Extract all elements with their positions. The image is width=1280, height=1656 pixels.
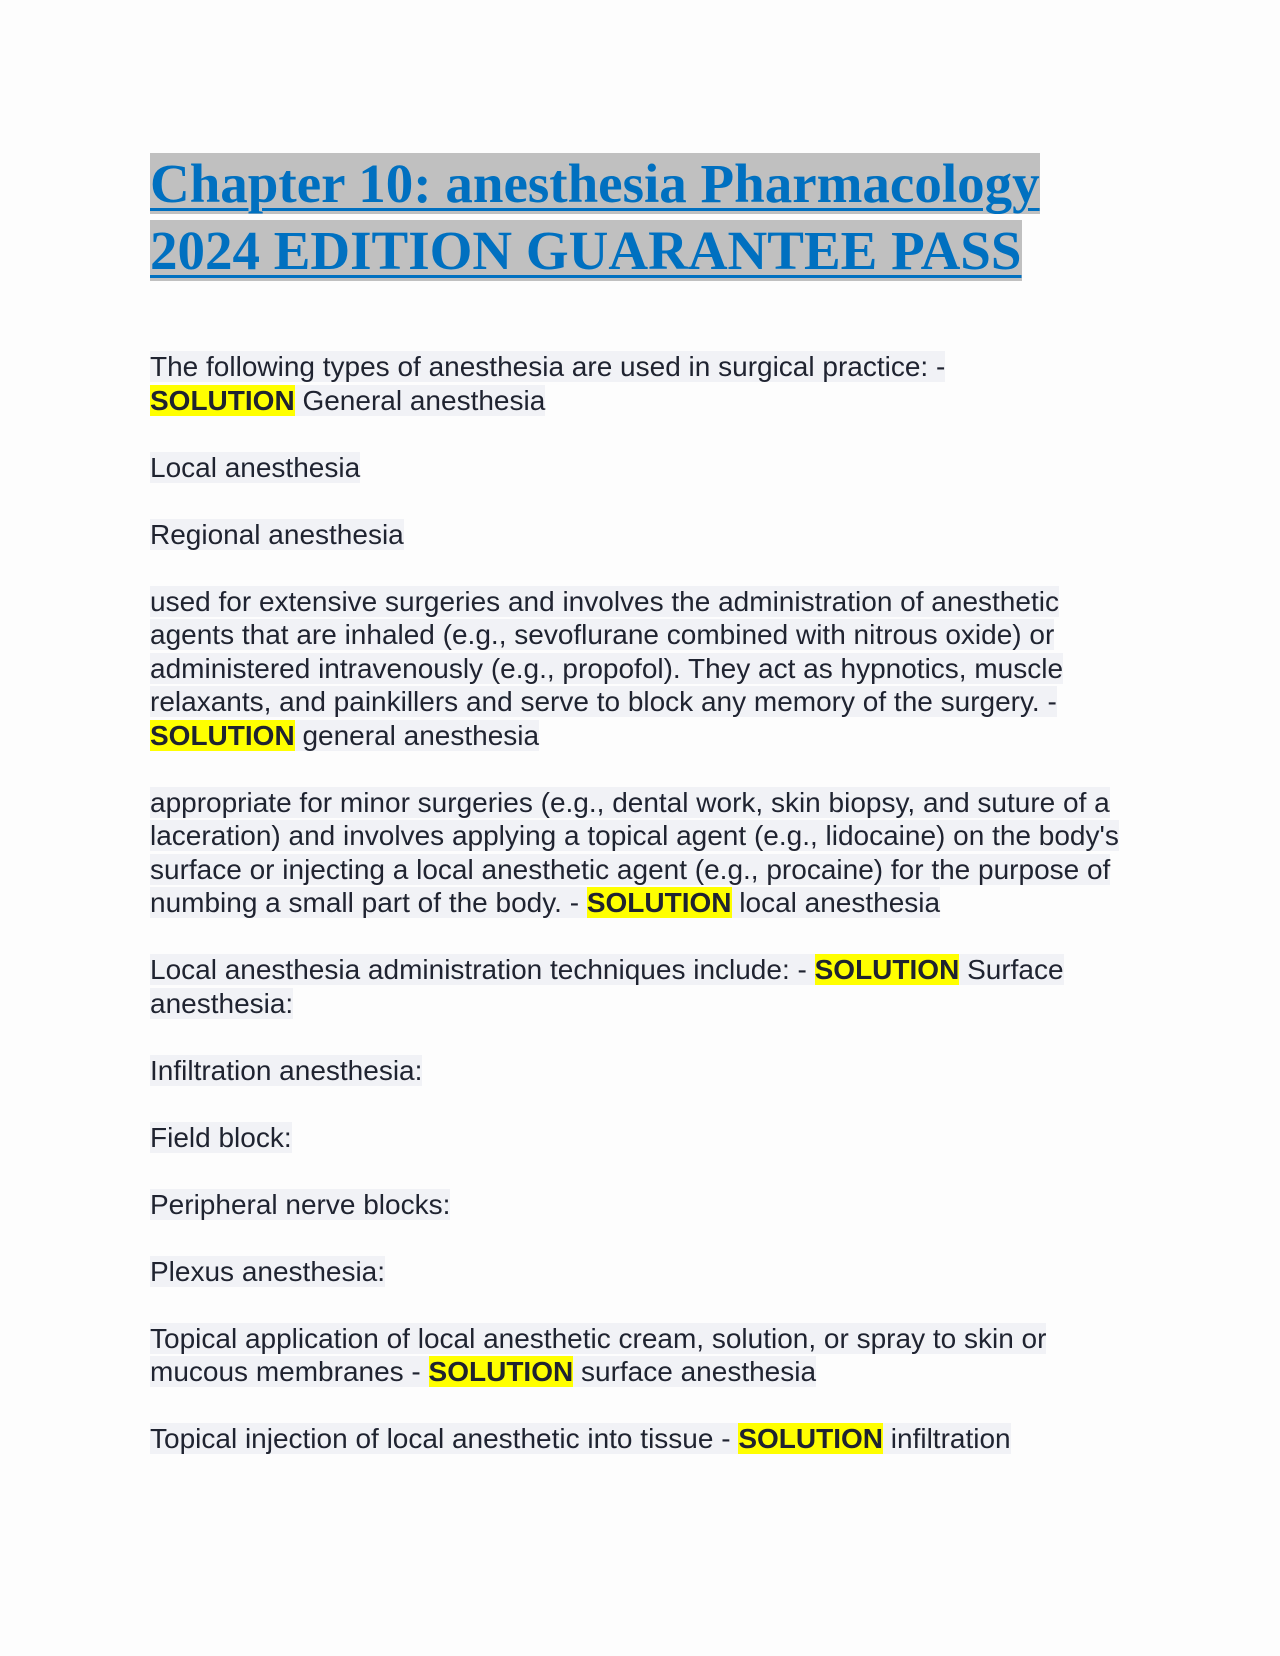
list-item — [150, 451, 1140, 485]
question-text: used for extensive surgeries and involves the administration of anesthetic agents that are inhaled (e.g., sevoflurane combined with nitrous oxide) or administered intravenously (e.g., propofol). They act as hypnotics, muscle relaxants, and painkillers and serve to block any memory of the surgery. - — [150, 585, 1064, 717]
question-text: The following types of anesthesia are used in surgical practice: - — [150, 351, 946, 382]
answer-text: infiltration — [890, 1423, 1011, 1454]
question-text: Topical injection of local anesthetic into tissue - — [150, 1423, 731, 1454]
item-text: Peripheral nerve blocks: — [150, 1188, 451, 1220]
page-title — [150, 150, 1140, 284]
question-text: appropriate for minor surgeries (e.g., dental work, skin biopsy, and suture of a laceration) and involves applying a topical agent (e.g., lidocaine) on the body's surface or injecting a local anesthetic agent (e.g., procaine) for the purpose of numbing a small part of the body. - — [150, 786, 1119, 918]
title-line-2: 2024 EDITION GUARANTEE PASS — [150, 220, 1022, 281]
list-item — [150, 1255, 1140, 1289]
qa-paragraph — [150, 585, 1140, 753]
qa-paragraph — [150, 350, 1140, 417]
title-line-1: Chapter 10: anesthesia Pharmacology — [150, 153, 1040, 214]
list-item — [150, 1121, 1140, 1155]
solution-label: SOLUTION — [738, 1423, 883, 1454]
list-item — [150, 518, 1140, 552]
solution-label: SOLUTION — [150, 384, 295, 416]
qa-paragraph — [150, 1322, 1140, 1389]
question-text: Topical application of local anesthetic cream, solution, or spray to skin or mucous membranes - — [150, 1322, 1047, 1387]
document-body — [150, 350, 1140, 1456]
qa-paragraph — [150, 786, 1140, 920]
solution-label: SOLUTION — [150, 719, 295, 751]
item-text: Infiltration anesthesia: — [150, 1054, 423, 1086]
question-text: Local anesthesia administration techniques include: - — [150, 954, 807, 985]
answer-text: General anesthesia — [302, 384, 546, 416]
solution-label: SOLUTION — [586, 887, 732, 918]
qa-paragraph — [150, 953, 1140, 1020]
document-page — [150, 150, 1140, 1489]
solution-label: SOLUTION — [814, 954, 960, 985]
answer-text: local anesthesia — [739, 887, 941, 918]
answer-text: Surface anesthesia: — [150, 954, 1064, 1019]
answer-text: surface anesthesia — [581, 1356, 817, 1387]
item-text: Field block: — [150, 1121, 292, 1153]
item-text: Plexus anesthesia: — [150, 1255, 386, 1287]
item-text: Local anesthesia — [150, 451, 361, 483]
item-text: Regional anesthesia — [150, 518, 404, 550]
solution-label: SOLUTION — [428, 1356, 574, 1387]
list-item — [150, 1054, 1140, 1088]
answer-text: general anesthesia — [302, 719, 540, 751]
list-item — [150, 1188, 1140, 1222]
qa-paragraph — [150, 1422, 1140, 1456]
